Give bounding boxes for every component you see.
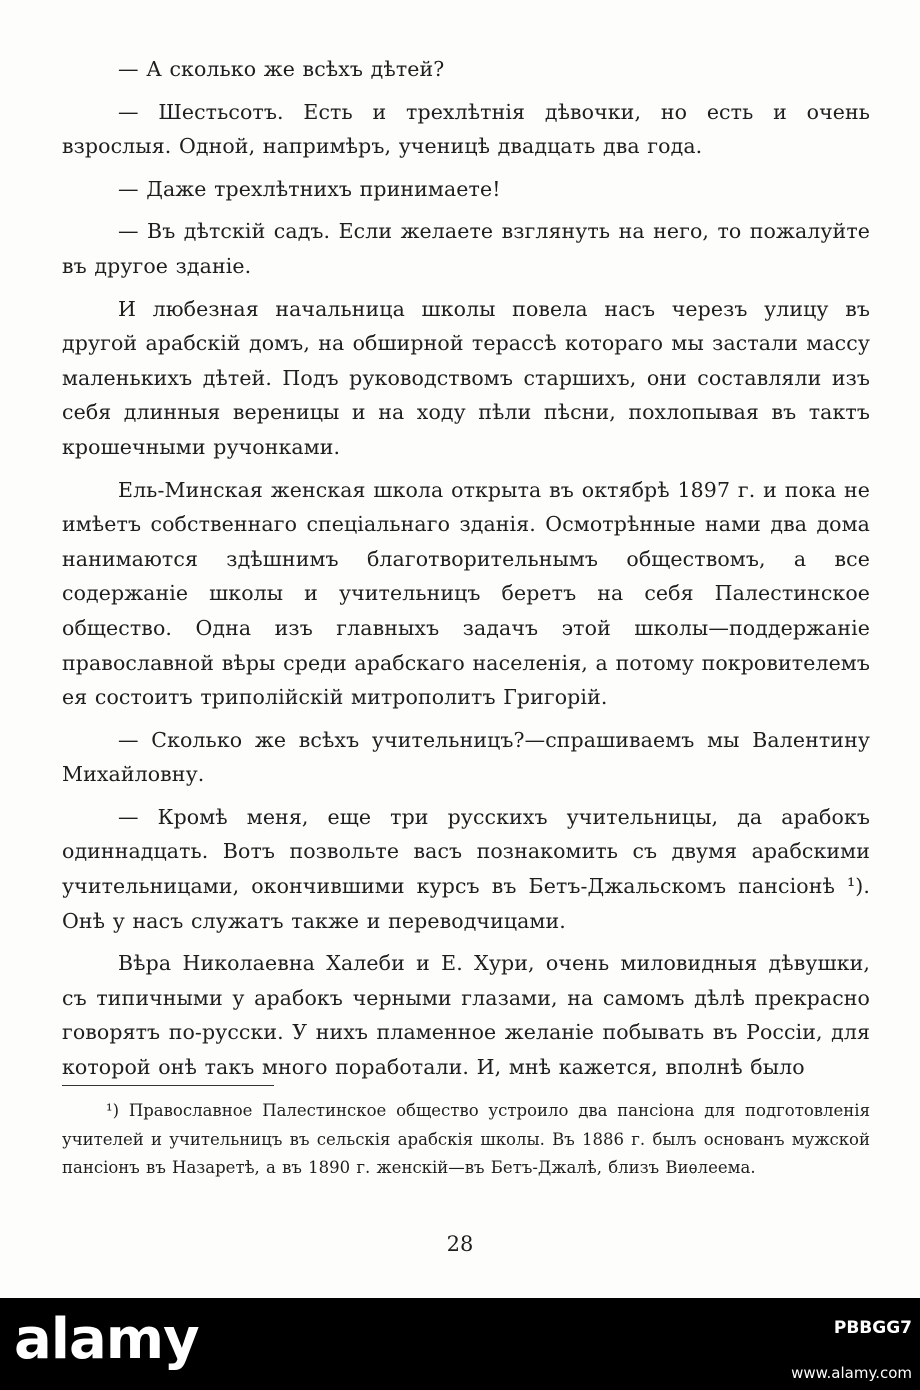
footnote: ¹) Православное Палестинское общество устроило два пансіона для подготовленія учителей и учительницъ въ сельскія арабскія школы. Въ 1886 г. былъ основанъ мужской пансіонъ въ Назаретѣ, а въ 1890 г. женскій—въ Бетъ-Джалѣ, близъ Виѳлеема. xyxy=(62,1101,870,1177)
paragraph: — А сколько же всѣхъ дѣтей? xyxy=(118,57,445,81)
paragraph: — Кромѣ меня, еще три русскихъ учительницы, да арабокъ одиннадцать. Вотъ позвольте васъ познакомить съ двумя арабскими учительницами, окончившими курсъ въ Бетъ-Джальскомъ пансіонѣ ¹). Онѣ у насъ служатъ также и переводчицами. xyxy=(62,804,870,933)
paragraph: — Даже трехлѣтнихъ принимаете! xyxy=(118,176,501,201)
paragraph: — Въ дѣтскій садъ. Если желаете взглянуть на него, то пожалуйте въ другое зданіе. xyxy=(62,219,870,278)
page-number: 28 xyxy=(446,1232,474,1256)
paragraph: — Шестьсотъ. Есть и трехлѣтнія дѣвочки, но есть и очень взрослыя. Одной, напримѣръ, ученицѣ двадцать два года. xyxy=(62,99,870,159)
paragraph: Вѣра Николаевна Халеби и Е. Хури, очень миловидныя дѣвушки, съ типичными у арабокъ черными глазами, на самомъ дѣлѣ прекрасно говорятъ по-русски. У нихъ пламенное желаніе побывать въ Россіи, для которой онѣ такъ много поработали. И, мнѣ кажется, вполнѣ было xyxy=(62,951,870,1080)
alamy-logo: alamy xyxy=(14,1307,199,1372)
paragraph: Ель-Минская женская школа открыта въ октябрѣ 1897 г. и пока не имѣетъ собственнаго спеціальнаго зданія. Осмотрѣнные нами два дома нанимаются здѣшнимъ благотворительнымъ обществомъ, а все содержаніе школы и учительницъ беретъ на себя Палестинское общество. Одна изъ главныхъ задачъ этой школы—поддержаніе православной вѣры среди арабскаго населенія, а потому покровителемъ ея состоитъ триполійскій митрополитъ Григорій. xyxy=(62,477,870,710)
stock-banner xyxy=(0,1298,920,1390)
paragraph: — Сколько же всѣхъ учительницъ?—спрашиваемъ мы Валентину Михайловну. xyxy=(62,727,870,787)
paragraph: И любезная начальница школы повела насъ черезъ улицу въ другой арабскій домъ, на обширной терассѣ котораго мы застали массу маленькихъ дѣтей. Подъ руководствомъ старшихъ, они составляли изъ себя длинныя вереницы и на ходу пѣли пѣсни, похлопывая въ тактъ крошечными ручонками. xyxy=(62,296,870,459)
image-id: PBBGG7 xyxy=(833,1318,912,1338)
body-text xyxy=(62,52,870,1093)
footnote-divider xyxy=(62,1085,274,1086)
banner-url: www.alamy.com xyxy=(791,1364,912,1382)
